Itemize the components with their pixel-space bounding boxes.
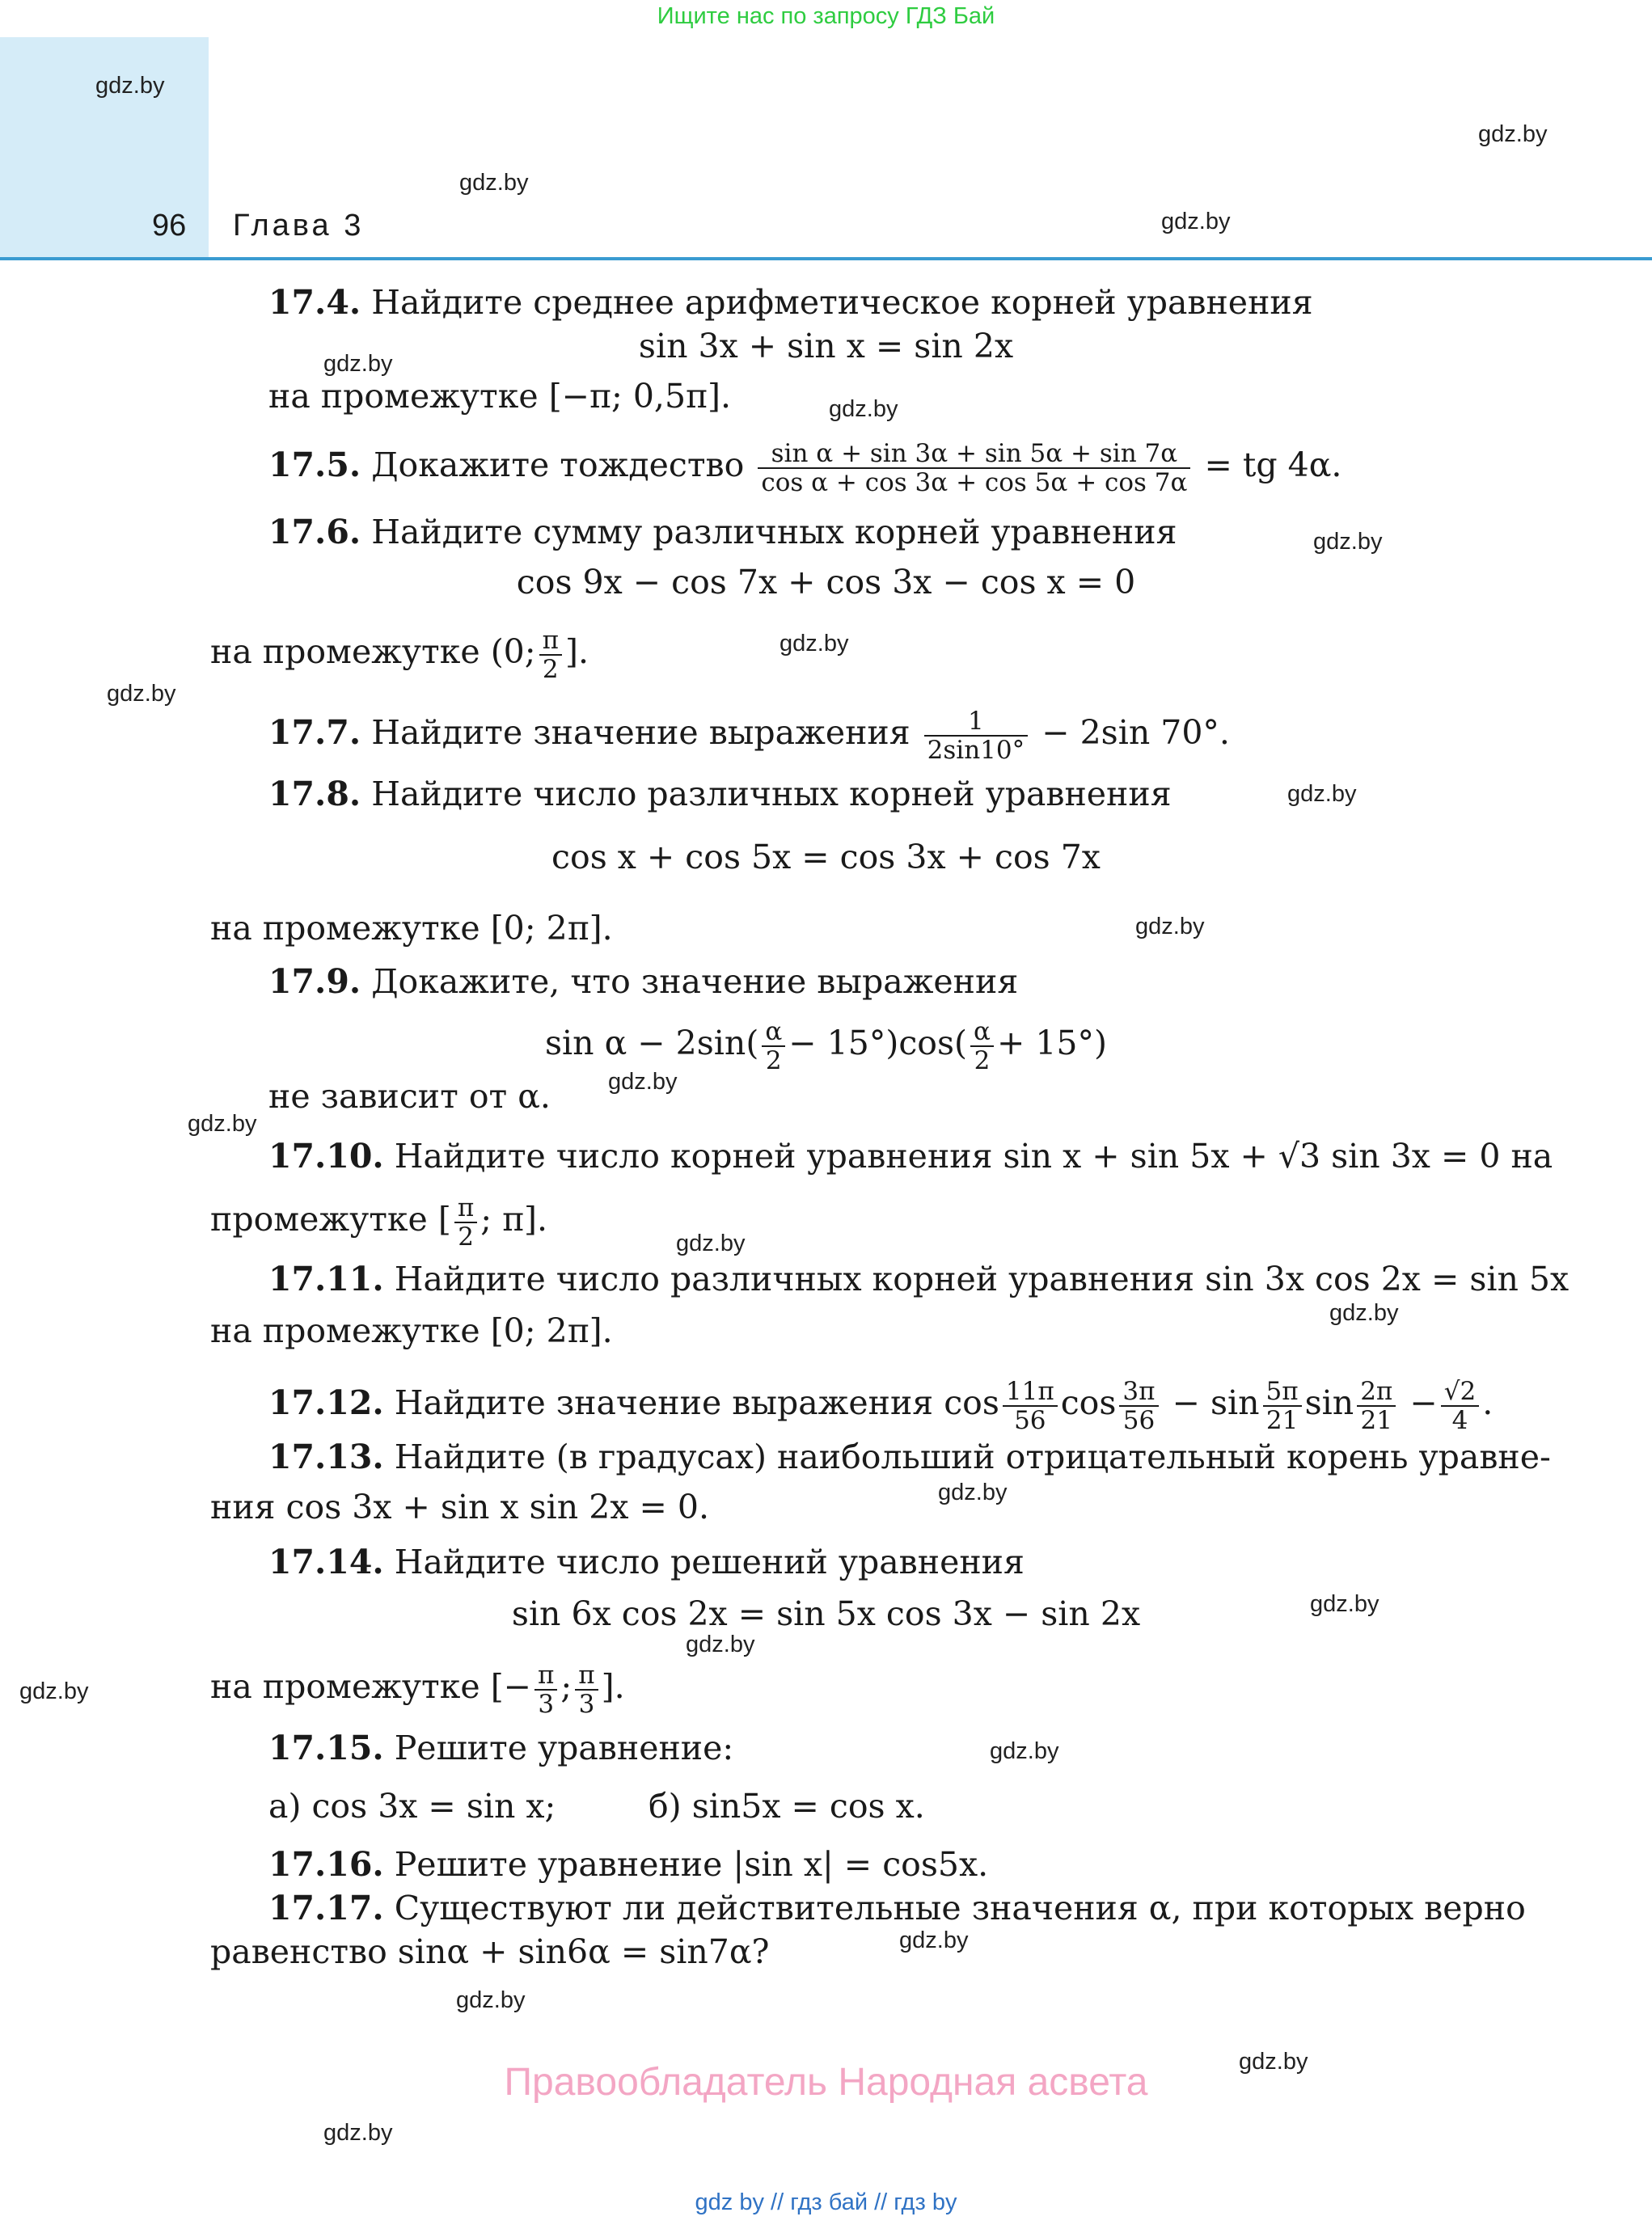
problem-number: 17.12.	[268, 1383, 384, 1422]
watermark: gdz.by	[676, 1231, 746, 1256]
watermark: gdz.by	[829, 396, 898, 422]
header-rule	[0, 257, 1652, 260]
problem-17-16	[268, 1845, 988, 1884]
interval-separator: ;	[560, 1667, 572, 1706]
interval-fraction	[575, 1661, 598, 1718]
func-sin: − sin	[1172, 1383, 1260, 1422]
expression-fraction	[924, 707, 1028, 764]
interval-open: (0;	[490, 632, 536, 671]
identity-fraction	[758, 440, 1190, 496]
watermark: gdz.by	[323, 351, 393, 377]
problem-number: 17.16.	[268, 1845, 384, 1884]
watermark: gdz.by	[188, 1111, 257, 1137]
footer-links[interactable]: gdz by // гдз бай // гдз by	[695, 2189, 957, 2215]
watermark: gdz.by	[1313, 529, 1383, 555]
problem-17-11	[268, 1260, 1569, 1298]
fraction	[1441, 1378, 1479, 1434]
equation-17-14: sin 6x cos 2x = sin 5x cos 3x − sin 2x	[511, 1594, 1141, 1633]
fraction-numerator: α	[762, 1018, 785, 1047]
equation-17-4: sin 3x + sin x = sin 2x	[638, 327, 1014, 365]
equation: sin 3x cos 2x = sin 5x	[1205, 1260, 1570, 1298]
problem-text: Докажите, что значение выражения	[371, 962, 1019, 1001]
expression-part: + 15°)	[996, 1024, 1108, 1062]
fraction-numerator: 3π	[1119, 1378, 1158, 1407]
problem-text: Найдите число различных корней уравнения	[371, 775, 1172, 813]
watermark: gdz.by	[1239, 2049, 1308, 2075]
interval-label: промежутке	[210, 1200, 428, 1239]
problem-17-4	[268, 283, 1313, 322]
problem-17-9-tail: не зависит от α.	[268, 1077, 551, 1116]
interval-17-11	[210, 1311, 613, 1350]
watermark: gdz.by	[938, 1480, 1008, 1505]
interval: [−π; 0,5π].	[548, 377, 732, 416]
problem-number: 17.5.	[268, 445, 361, 484]
problem-17-15-b: б) sin5x = cos x.	[649, 1787, 925, 1826]
watermark: gdz.by	[1161, 209, 1231, 234]
problem-text: Решите уравнение |sin x| = cos5x.	[394, 1845, 989, 1884]
watermark: gdz.by	[1329, 1300, 1399, 1326]
fraction-denominator: 2	[765, 1045, 782, 1075]
watermark: gdz.by	[19, 1678, 89, 1704]
fraction-numerator: sin α + sin 3α + sin 5α + sin 7α	[758, 440, 1190, 469]
fraction	[1263, 1378, 1302, 1434]
watermark: gdz.by	[456, 1987, 526, 2013]
expression-part: − 15°)cos(	[788, 1024, 968, 1062]
fraction-numerator: π	[575, 1661, 598, 1691]
interval-label: на промежутке	[210, 909, 480, 948]
fraction-denominator: 4	[1451, 1405, 1468, 1435]
fraction-numerator: 1	[924, 707, 1028, 737]
interval-17-14	[210, 1654, 625, 1719]
interval-open: [	[437, 1200, 451, 1239]
fraction-denominator: 3	[538, 1689, 555, 1719]
problem-text: Найдите среднее арифметическое корней уравнения	[371, 283, 1313, 322]
problem-17-10	[268, 1137, 1553, 1176]
equation: sin x + sin 5x + √3 sin 3x = 0	[1003, 1137, 1501, 1176]
problem-17-17-line2: равенство sinα + sin6α = sin7α?	[210, 1932, 770, 1971]
watermark: gdz.by	[990, 1738, 1059, 1764]
identity-rhs: = tg 4α.	[1204, 445, 1342, 484]
watermark: gdz.by	[1310, 1591, 1379, 1617]
problem-text: Докажите тождество	[371, 445, 745, 484]
watermark: gdz.by	[323, 2120, 393, 2146]
interval-17-8	[210, 909, 613, 948]
problem-text: Найдите сумму различных корней уравнения	[371, 513, 1177, 551]
fraction-denominator: 2	[974, 1045, 991, 1075]
word-na: на	[1510, 1137, 1553, 1176]
interval-label: на промежутке	[210, 632, 480, 671]
watermark: gdz.by	[899, 1927, 969, 1953]
problem-text: Решите уравнение:	[394, 1729, 734, 1767]
interval-label: на промежутке	[210, 1311, 480, 1350]
problem-17-5	[268, 429, 1341, 501]
problem-17-8	[268, 775, 1172, 813]
watermark: gdz.by	[1135, 914, 1205, 939]
interval-close: ].	[601, 1667, 625, 1706]
fraction-denominator: cos α + cos 3α + cos 5α + cos 7α	[761, 467, 1188, 497]
interval-fraction	[534, 1661, 557, 1718]
interval-17-10	[210, 1187, 547, 1252]
func-cos: cos	[944, 1383, 999, 1422]
problem-17-13	[268, 1438, 1551, 1476]
fraction-denominator: 2	[458, 1222, 474, 1252]
problem-number: 17.14.	[268, 1543, 384, 1581]
problem-number: 17.9.	[268, 962, 361, 1001]
interval-open: [−	[490, 1667, 532, 1706]
fraction-numerator: 5π	[1263, 1378, 1302, 1407]
expression-part: sin α − 2sin(	[544, 1024, 759, 1062]
interval-close: ].	[564, 632, 589, 671]
chapter-title: Глава 3	[233, 209, 365, 243]
period: .	[1482, 1383, 1494, 1422]
func-cos: cos	[1060, 1383, 1117, 1422]
watermark: gdz.by	[95, 73, 165, 99]
interval-17-4	[268, 377, 731, 416]
interval-label: на промежутке	[210, 1667, 480, 1706]
alpha-half-fraction	[970, 1018, 994, 1075]
problem-number: 17.11.	[268, 1260, 384, 1298]
fraction-denominator: 2	[542, 654, 559, 684]
problem-17-7	[268, 700, 1230, 765]
problem-number: 17.7.	[268, 713, 361, 752]
fraction-numerator: 11π	[1003, 1378, 1058, 1407]
fraction-numerator: π	[539, 627, 562, 656]
fraction	[1119, 1378, 1158, 1434]
problem-text: Найдите число корней уравнения	[394, 1137, 993, 1176]
fraction-numerator: π	[534, 1661, 557, 1691]
top-banner[interactable]: Ищите нас по запросу ГДЗ Бай	[657, 3, 995, 29]
problem-17-17	[268, 1889, 1526, 1927]
problem-number: 17.13.	[268, 1438, 384, 1476]
fraction-denominator: 56	[1014, 1405, 1046, 1435]
watermark: gdz.by	[780, 631, 849, 657]
fraction-numerator: π	[454, 1194, 477, 1223]
problem-number: 17.10.	[268, 1137, 384, 1176]
problem-17-15-a: а) cos 3x = sin x;	[268, 1787, 556, 1826]
watermark: gdz.by	[1478, 121, 1548, 147]
fraction-numerator: √2	[1441, 1378, 1479, 1407]
equation-17-9	[0, 1011, 1652, 1075]
func-sin: sin	[1304, 1383, 1354, 1422]
interval-17-6	[210, 619, 589, 684]
fraction-denominator: 56	[1122, 1405, 1156, 1435]
problem-17-13-line2: ния cos 3x + sin x sin 2x = 0.	[210, 1488, 709, 1526]
problem-17-6	[268, 513, 1177, 551]
fraction-denominator: 21	[1360, 1405, 1392, 1435]
minus-sign: −	[1409, 1383, 1438, 1422]
problem-number: 17.15.	[268, 1729, 384, 1767]
watermark: gdz.by	[608, 1069, 678, 1095]
fraction	[1357, 1378, 1396, 1434]
problem-text: Найдите число решений уравнения	[394, 1543, 1025, 1581]
page-number: 96	[152, 209, 187, 243]
fraction-denominator: 2sin10°	[927, 735, 1025, 765]
interval-fraction	[454, 1194, 477, 1251]
problem-number: 17.6.	[268, 513, 361, 551]
fraction	[1003, 1378, 1058, 1434]
problem-text: Существуют ли действительные значения α, при которых верно	[394, 1889, 1526, 1927]
alpha-half-fraction	[762, 1018, 785, 1075]
interval-label: на промежутке	[268, 377, 539, 416]
problem-17-15	[268, 1729, 733, 1767]
interval: [0; 2π].	[490, 1311, 613, 1350]
equation-17-6: cos 9x − cos 7x + cos 3x − cos x = 0	[516, 563, 1136, 602]
interval-fraction	[539, 627, 562, 683]
problem-text: Найдите (в градусах) наибольший отрицательный корень уравне-	[394, 1438, 1551, 1476]
problem-number: 17.4.	[268, 283, 361, 322]
fraction-numerator: 2π	[1357, 1378, 1396, 1407]
watermark: gdz.by	[459, 170, 529, 196]
problem-17-9	[268, 962, 1018, 1001]
problem-17-12	[268, 1366, 1493, 1439]
problem-17-14	[268, 1543, 1025, 1581]
copyright-holder: Правообладатель Народная асвета	[504, 2061, 1148, 2104]
problem-text: Найдите число различных корней уравнения	[394, 1260, 1195, 1298]
problem-number: 17.8.	[268, 775, 361, 813]
watermark: gdz.by	[1287, 781, 1357, 807]
interval: [0; 2π].	[490, 909, 613, 948]
interval-close: ; π].	[480, 1200, 548, 1239]
fraction-denominator: 3	[578, 1689, 595, 1719]
watermark: gdz.by	[686, 1632, 755, 1657]
fraction-numerator: α	[970, 1018, 994, 1047]
problem-text: Найдите значение выражения	[394, 1383, 934, 1422]
problem-text: Найдите значение выражения	[371, 713, 911, 752]
problem-number: 17.17.	[268, 1889, 384, 1927]
fraction-denominator: 21	[1265, 1405, 1299, 1435]
equation-17-8: cos x + cos 5x = cos 3x + cos 7x	[551, 838, 1101, 876]
expression-rest: − 2sin 70°.	[1041, 713, 1230, 752]
watermark: gdz.by	[107, 681, 176, 707]
